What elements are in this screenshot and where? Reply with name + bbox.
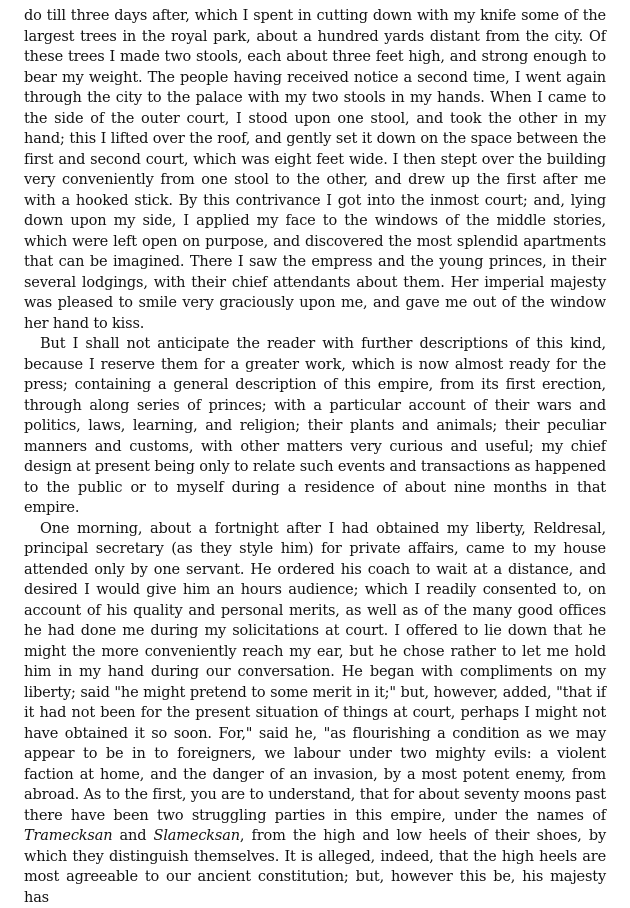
paragraph-3-text-start: One morning, about a fortnight after I had obtained my liberty, Reldresal, principal secretary (as they style him) for private affairs, came to my house attended only by one servant. He ordered his coach to wait at a distance, and desired I would give him an hours audience; which I readily consented to, on account of his quality and personal merits, as well as of the many good offices he had done me during my solicitations at court. I offered to lie down that he might the more conveniently reach my ear, but he chose rather to let me hold him in my hand during our conversation. He began with compliments on my liberty; said "he might pretend to some merit in it;" but, however, added, "that if it had not been for the present situation of things at court, perhaps I might not have obtained it so soon. For," said he, "as flourishing a condition as we may appear to be in to foreigners, we labour under two mighty evils: a violent faction at home, and the danger of an invasion, by a most potent enemy, from abroad. As to the first, you are to understand, that for about seventy moons past there have been two struggling parties in this empire, under the names of [24,521,606,824]
paragraph-3-text-between: and [112,828,153,844]
paragraph-2: But I shall not anticipate the reader with further descriptions of this kind, because I reserve them for a greater work, which is now almost ready for the press; containing a general description of this empire, from its first erection, through along series of princes; with a particular account of their wars and politics, laws, learning, and religion; their plants and animals; their peculiar manners and customs, with other matters very curious and useful; my chief design at present being only to relate such events and transactions as happened to the public or to myself during a residence of about nine months in that empire. [24,334,606,519]
paragraph-3-text-end: , from the high and low heels of their shoes, by which they distinguish themselves. It is alleged, indeed, that the high heels are most agreeable to our ancient constitution; but, however this be, his majesty has [24,828,606,906]
party-name-slamecksan: Slamecksan [154,828,240,844]
party-name-tramecksan: Tramecksan [24,828,112,844]
paragraph-1: do till three days after, which I spent in cutting down with my knife some of the largest trees in the royal park, about a hundred yards distant from the city. Of these trees I made two stools, each about three feet high, and strong enough to bear my weight. The people having received notice a second time, I went again through the city to the palace with my two stools in my hands. When I came to the side of the outer court, I stood upon one stool, and took the other in my hand; this I lifted over the roof, and gently set it down on the space between the first and second court, which was eight feet wide. I then stept over the building very conveniently from one stool to the other, and drew up the first after me with a hooked stick. By this contrivance I got into the inmost court; and, lying down upon my side, I applied my face to the windows of the middle stories, which were left open on purpose, and discovered the most splendid apartments that can be imagined. There I saw the empress and the young princes, in their several lodgings, with their chief attendants about them. Her imperial majesty was pleased to smile very graciously upon me, and gave me out of the window her hand to kiss. [24,6,606,334]
paragraph-3 [24,519,606,908]
